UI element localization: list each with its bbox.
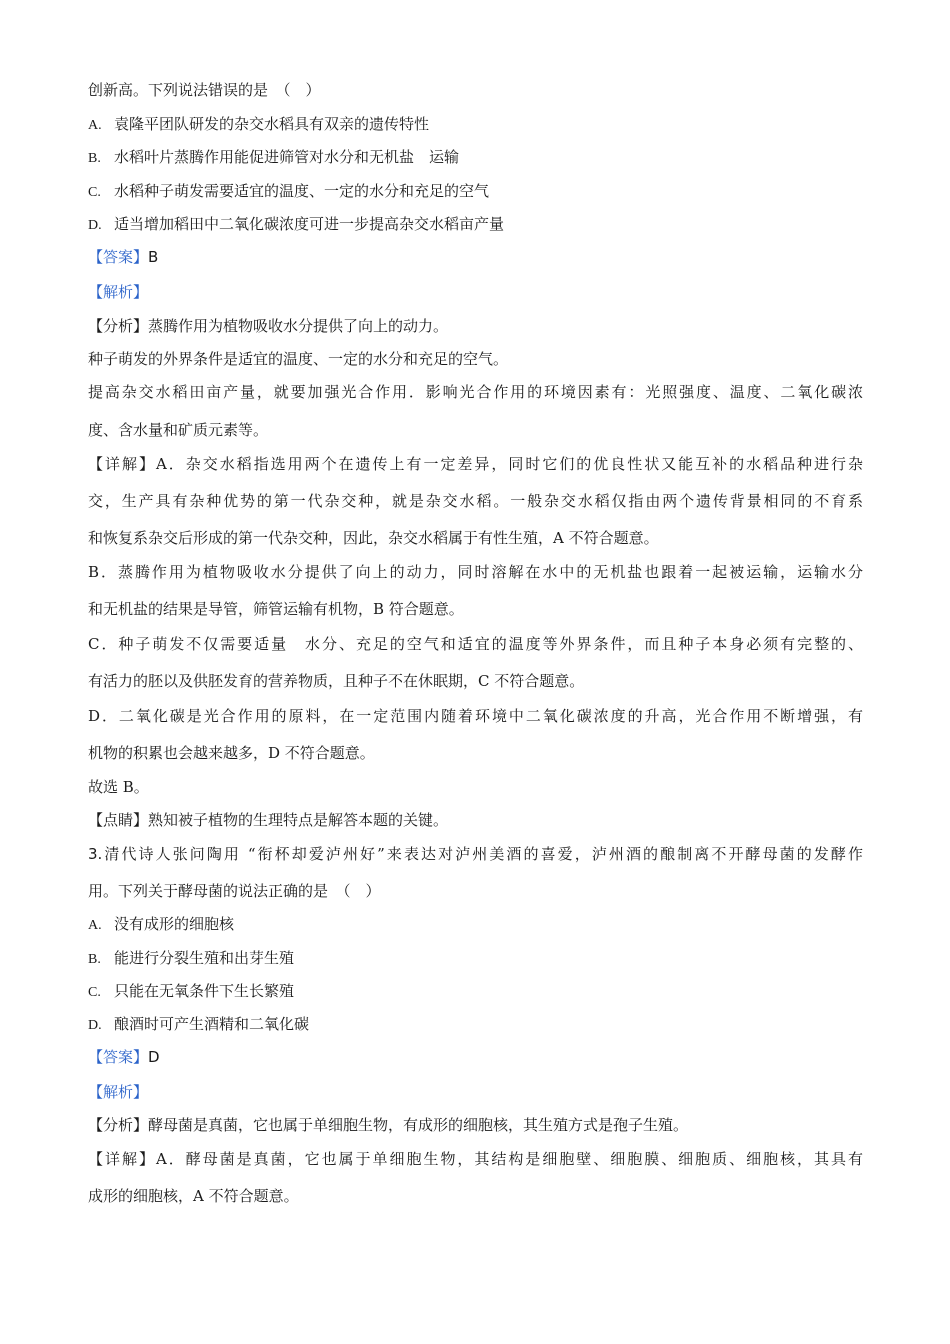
q2-option-a: A. 袁隆平团队研发的杂交水稻具有双亲的遗传特性: [88, 115, 430, 133]
q2-detail-3: 和恢复系杂交后形成的第一代杂交种，因此，杂交水稻属于有性生殖，A 不符合题意。: [88, 529, 659, 547]
q3-analysis-tag: 【解析】: [88, 1083, 149, 1101]
q2-conclusion: 故选 B。: [88, 778, 149, 796]
q2-fenxi-4: 度、含水量和矿质元素等。: [88, 421, 269, 439]
q3-stem-1: 3.清代诗人张问陶用 “衔杯却爱泸州好”来表达对泸州美酒的喜爱，泸州酒的酿制离不开酵母菌的发酵作: [88, 845, 863, 863]
q2-stem-tail: 创新高。下列说法错误的是 （ ）: [88, 81, 321, 99]
q3-stem-2: 用。下列关于酵母菌的说法正确的是 （ ）: [88, 882, 381, 900]
q2-analysis-tag: 【解析】: [88, 283, 149, 301]
q2-detail-9: 机物的积累也会越来越多，D 不符合题意。: [88, 744, 375, 762]
q3-option-d: D. 酿酒时可产生酒精和二氧化碳: [88, 1015, 310, 1033]
q2-detail-5: 和无机盐的结果是导管，筛管运输有机物，B 符合题意。: [88, 600, 464, 618]
q2-fenxi-3: 提高杂交水稻田亩产量，就要加强光合作用．影响光合作用的环境因素有：光照强度、温度、二氧化碳浓: [88, 383, 863, 401]
q2-option-d: D. 适当增加稻田中二氧化碳浓度可进一步提高杂交水稻亩产量: [88, 215, 505, 233]
q2-detail-1: 【详解】A．杂交水稻指选用两个在遗传上有一定差异，同时它们的优良性状又能互补的水稻品种进行杂: [88, 455, 863, 473]
q2-fenxi-1: 【分析】蒸腾作用为植物吸收水分提供了向上的动力。: [88, 317, 449, 335]
q3-answer: 【答案】D: [88, 1048, 160, 1066]
q2-detail-6: C．种子萌发不仅需要适量 水分、充足的空气和适宜的温度等外界条件，而且种子本身必须有完整的、: [88, 635, 863, 653]
q2-dianjing: 【点睛】熟知被子植物的生理特点是解答本题的关键。: [88, 811, 449, 829]
q3-option-c: C. 只能在无氧条件下生长繁殖: [88, 982, 295, 1000]
q3-detail-1: 【详解】A．酵母菌是真菌，它也属于单细胞生物，其结构是细胞壁、细胞膜、细胞质、细胞核，其具有: [88, 1150, 863, 1168]
q2-answer: 【答案】B: [88, 248, 159, 266]
q2-option-c: C. 水稻种子萌发需要适宜的温度、一定的水分和充足的空气: [88, 182, 490, 200]
q2-detail-7: 有活力的胚以及供胚发育的营养物质，且种子不在休眠期，C 不符合题意。: [88, 672, 585, 690]
q2-option-b: B. 水稻叶片蒸腾作用能促进筛管对水分和无机盐 运输: [88, 148, 460, 166]
q2-detail-8: D．二氧化碳是光合作用的原料，在一定范围内随着环境中二氧化碳浓度的升高，光合作用不断增强，有: [88, 707, 863, 725]
q3-fenxi: 【分析】酵母菌是真菌，它也属于单细胞生物，有成形的细胞核，其生殖方式是孢子生殖。: [88, 1116, 689, 1134]
q2-detail-4: B．蒸腾作用为植物吸收水分提供了向上的动力，同时溶解在水中的无机盐也跟着一起被运输，运输水分: [88, 563, 863, 581]
q2-fenxi-2: 种子萌发的外界条件是适宜的温度、一定的水分和充足的空气。: [88, 350, 509, 368]
q3-option-b: B. 能进行分裂生殖和出芽生殖: [88, 949, 295, 967]
q3-option-a: A. 没有成形的细胞核: [88, 915, 235, 933]
q3-detail-2: 成形的细胞核，A 不符合题意。: [88, 1187, 299, 1205]
q3-number: 3.: [88, 845, 103, 863]
q2-detail-2: 交，生产具有杂种优势的第一代杂交种，就是杂交水稻。一般杂交水稻仅指由两个遗传背景相同的不育系: [88, 492, 863, 510]
